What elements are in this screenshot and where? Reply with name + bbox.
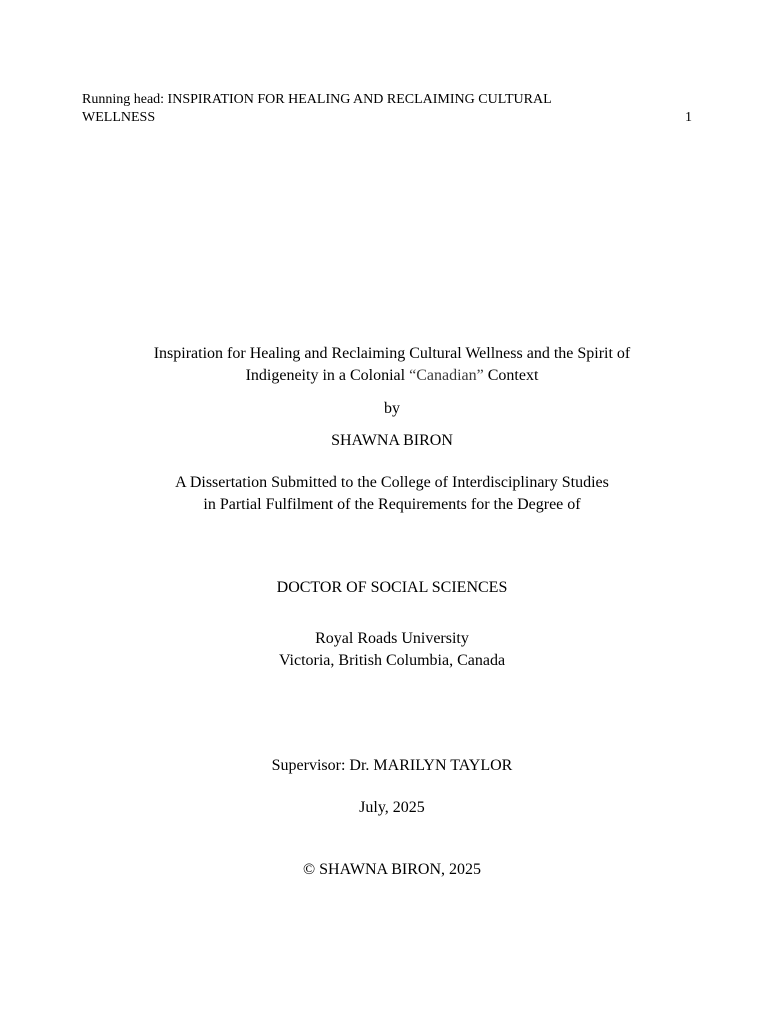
supervisor: Supervisor: Dr. MARILYN TAYLOR [271,757,513,774]
running-head [82,91,642,127]
statement-line-1: A Dissertation Submitted to the College of Interdisciplinary Studies [175,474,609,491]
title-quoted-word: “Canadian” [409,367,484,384]
statement-line-2: in Partial Fulfilment of the Requirements for the Degree of [203,496,581,513]
degree-name: DOCTOR OF SOCIAL SCIENCES [276,579,508,596]
page-number: 1 [685,110,692,125]
title-line-1: Inspiration for Healing and Reclaiming Cultural Wellness and the Spirit of [153,345,631,362]
submission-date: July, 2025 [359,799,425,816]
copyright-notice: © SHAWNA BIRON, 2025 [303,861,481,878]
institution-name: Royal Roads University [315,630,469,647]
submission-statement [0,472,784,516]
title-line-2 [0,365,784,387]
by-label: by [384,400,400,417]
dissertation-title [0,343,784,387]
title-line-2-end: Context [483,367,539,384]
running-head-line-1: Running head: INSPIRATION FOR HEALING AND RECLAIMING CULTURAL [82,92,552,107]
title-line-2-start: Indigeneity in a Colonial [245,367,410,384]
institution [0,628,784,672]
author-name: SHAWNA BIRON [331,432,453,449]
running-head-line-2: WELLNESS [82,110,156,125]
institution-location: Victoria, British Columbia, Canada [278,652,506,669]
